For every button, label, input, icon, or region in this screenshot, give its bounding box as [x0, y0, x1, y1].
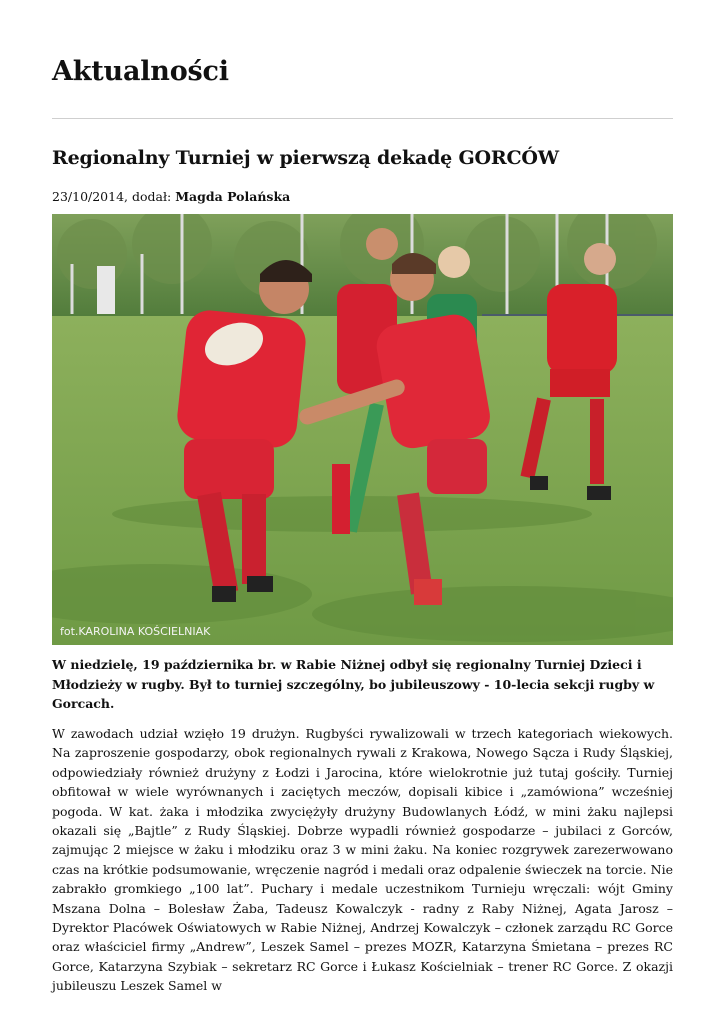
article-author: Magda Polańska [175, 189, 291, 204]
article-title: Regionalny Turniej w pierwszą dekadę GORCÓW [52, 147, 559, 169]
divider [52, 118, 673, 119]
section-title: Aktualności [52, 56, 229, 87]
article-meta [52, 189, 290, 204]
article-date: 23/10/2014, dodał: [52, 189, 176, 204]
article-photo [52, 214, 673, 645]
article-body: W zawodach udział wzięło 19 drużyn. Rugbyści rywalizowali w trzech kategoriach wiekowych. Na zaproszenie gospodarzy, obok regionalnych rywali z Krakowa, Nowego Sącza i Rudy Śląskiej, odpowiedziały również drużyny z Łodzi i Jarocina, które wielokrotnie już tutaj gościły. Turniej obfitował w wiele wyrównanych i zaciętych meczów, dopisali kibice i „zamówiona” wcześniej pogoda. W kat. żaka i młodzika zwyciężyły drużyny Budowlanych Łódź, w mini żaku najlepsi okazali się „Bajtle” z Rudy Śląskiej. Dobrze wypadli również gospodarze – jubilaci z Gorców, zajmując 2 miejsce w żaku i młodziku oraz 3 w mini żaku. Na koniec rozgrywek zarezerwowano czas na krótkie podsumowanie, wręczenie nagród i medali oraz odpalenie świeczek na torcie. Nie zabrakło gromkiego „100 lat”. Puchary i medale uczestnikom Turnieju wręczali: wójt Gminy Mszana Dolna – Bolesław Żaba, Tadeusz Kowalczyk - radny z Raby Niżnej, Agata Jarosz – Dyrektor Placówek Oświatowych w Rabie Niżnej, Andrzej Kowalczyk – członek zarządu RC Gorce oraz właściciel firmy „Andrew”, Leszek Samel – prezes MOZR, Katarzyna Śmietana – prezes RC Gorce, Katarzyna Szybiak – sekretarz RC Gorce i Łukasz Kościelniak – trener RC Gorce. Z okazji jubileuszu Leszek Samel w [52, 726, 673, 994]
photo-credit: fot.KAROLINA KOŚCIELNIAK [60, 625, 211, 638]
article-lead: W niedzielę, 19 października br. w Rabie Niżnej odbył się regionalny Turniej Dzieci i Młodzieży w rugby. Był to turniej szczególny, bo jubileuszowy - 10-lecia sekcji rugby w Gorcach. [52, 657, 655, 711]
